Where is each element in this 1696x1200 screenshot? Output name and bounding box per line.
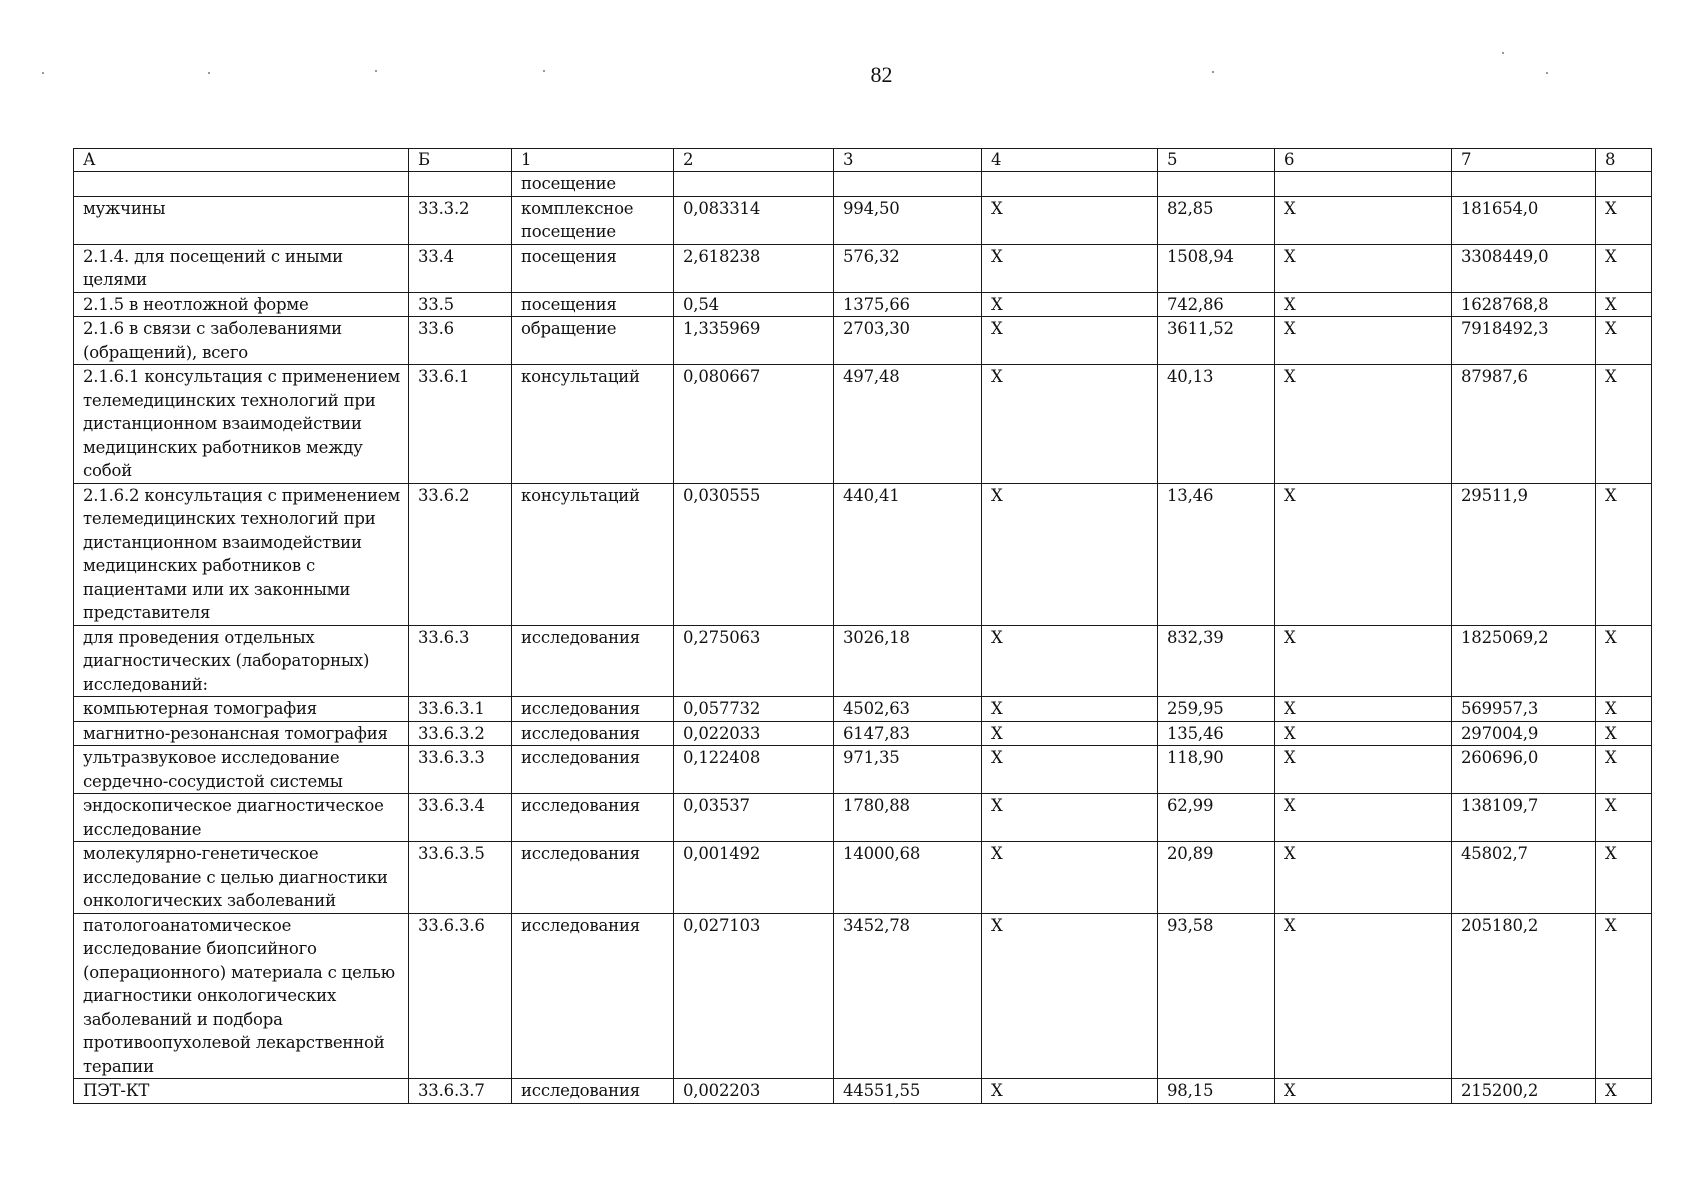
code-cell	[409, 172, 512, 197]
cost-cell: 3452,78	[834, 913, 982, 1079]
table-row	[74, 721, 1652, 746]
code-cell: 33.6	[409, 317, 512, 365]
col8-cell: Х	[1596, 244, 1652, 292]
col4-cell: Х	[982, 292, 1158, 317]
col5-cell: 20,89	[1158, 842, 1275, 914]
name-cell: 2.1.6.2 консультация с применением телемедицинских технологий при дистанционном взаимодействии медицинских работников с пациентами или их законными представителя	[74, 483, 409, 625]
name-cell: мужчины	[74, 196, 409, 244]
code-cell: 33.6.3	[409, 625, 512, 697]
norm-cell: 0,275063	[674, 625, 834, 697]
col8-cell: Х	[1596, 292, 1652, 317]
unit-cell: посещения	[512, 292, 674, 317]
col7-cell: 297004,9	[1452, 721, 1596, 746]
norm-cell: 0,001492	[674, 842, 834, 914]
header-cell: 3	[834, 149, 982, 172]
cost-cell: 576,32	[834, 244, 982, 292]
norm-cell	[674, 172, 834, 197]
table-row	[74, 317, 1652, 365]
page-number: 82	[870, 62, 893, 87]
header-cell: 7	[1452, 149, 1596, 172]
unit-cell: консультаций	[512, 483, 674, 625]
col5-cell: 135,46	[1158, 721, 1275, 746]
name-cell: патологоанатомическое исследование биопсийного (операционного) материала с целью диагностики онкологических заболеваний и подбора противоопухолевой лекарственной терапии	[74, 913, 409, 1079]
col5-cell: 118,90	[1158, 746, 1275, 794]
unit-cell: исследования	[512, 794, 674, 842]
table-row	[74, 1079, 1652, 1104]
table-row	[74, 697, 1652, 722]
col7-cell: 7918492,3	[1452, 317, 1596, 365]
name-cell	[74, 172, 409, 197]
col4-cell: Х	[982, 317, 1158, 365]
data-table	[73, 148, 1652, 1104]
col4-cell: Х	[982, 794, 1158, 842]
code-cell: 33.6.2	[409, 483, 512, 625]
unit-cell: исследования	[512, 697, 674, 722]
header-cell: Б	[409, 149, 512, 172]
unit-cell: исследования	[512, 842, 674, 914]
table-row	[74, 365, 1652, 484]
col8-cell: Х	[1596, 625, 1652, 697]
col8-cell: Х	[1596, 317, 1652, 365]
name-cell: магнитно-резонансная томография	[74, 721, 409, 746]
col7-cell: 569957,3	[1452, 697, 1596, 722]
col4-cell: Х	[982, 365, 1158, 484]
table-row	[74, 794, 1652, 842]
norm-cell: 0,002203	[674, 1079, 834, 1104]
table-row	[74, 483, 1652, 625]
col4-cell: Х	[982, 483, 1158, 625]
header-cell: 2	[674, 149, 834, 172]
norm-cell: 0,083314	[674, 196, 834, 244]
col8-cell: Х	[1596, 842, 1652, 914]
norm-cell: 0,122408	[674, 746, 834, 794]
col8-cell: Х	[1596, 746, 1652, 794]
unit-cell: консультаций	[512, 365, 674, 484]
norm-cell: 1,335969	[674, 317, 834, 365]
col6-cell: Х	[1275, 244, 1452, 292]
header-cell: 4	[982, 149, 1158, 172]
col7-cell: 138109,7	[1452, 794, 1596, 842]
unit-cell: исследования	[512, 625, 674, 697]
name-cell: компьютерная томография	[74, 697, 409, 722]
unit-cell: исследования	[512, 746, 674, 794]
cost-cell: 440,41	[834, 483, 982, 625]
code-cell: 33.6.1	[409, 365, 512, 484]
col7-cell: 45802,7	[1452, 842, 1596, 914]
scan-speck	[42, 72, 44, 74]
table-header-row	[74, 149, 1652, 172]
col4-cell: Х	[982, 196, 1158, 244]
code-cell: 33.6.3.7	[409, 1079, 512, 1104]
col8-cell: Х	[1596, 365, 1652, 484]
col7-cell: 260696,0	[1452, 746, 1596, 794]
col4-cell: Х	[982, 913, 1158, 1079]
code-cell: 33.6.3.6	[409, 913, 512, 1079]
cost-cell: 1375,66	[834, 292, 982, 317]
cost-cell: 4502,63	[834, 697, 982, 722]
header-cell: 5	[1158, 149, 1275, 172]
col5-cell: 259,95	[1158, 697, 1275, 722]
table-row	[74, 292, 1652, 317]
col8-cell: Х	[1596, 913, 1652, 1079]
col6-cell: Х	[1275, 292, 1452, 317]
unit-cell: комплексное посещение	[512, 196, 674, 244]
header-cell: 8	[1596, 149, 1652, 172]
col8-cell	[1596, 172, 1652, 197]
name-cell: 2.1.5 в неотложной форме	[74, 292, 409, 317]
table-row	[74, 625, 1652, 697]
header-cell: А	[74, 149, 409, 172]
name-cell: ультразвуковое исследование сердечно-сосудистой системы	[74, 746, 409, 794]
col5-cell	[1158, 172, 1275, 197]
col4-cell: Х	[982, 842, 1158, 914]
code-cell: 33.6.3.2	[409, 721, 512, 746]
unit-cell: обращение	[512, 317, 674, 365]
cost-cell: 2703,30	[834, 317, 982, 365]
code-cell: 33.6.3.1	[409, 697, 512, 722]
norm-cell: 0,027103	[674, 913, 834, 1079]
col7-cell: 1628768,8	[1452, 292, 1596, 317]
col8-cell: Х	[1596, 697, 1652, 722]
header-cell: 6	[1275, 149, 1452, 172]
col8-cell: Х	[1596, 721, 1652, 746]
col7-cell	[1452, 172, 1596, 197]
code-cell: 33.6.3.3	[409, 746, 512, 794]
cost-cell: 3026,18	[834, 625, 982, 697]
cost-cell: 14000,68	[834, 842, 982, 914]
col7-cell: 29511,9	[1452, 483, 1596, 625]
col5-cell: 93,58	[1158, 913, 1275, 1079]
col8-cell: Х	[1596, 794, 1652, 842]
cost-cell: 44551,55	[834, 1079, 982, 1104]
unit-cell: исследования	[512, 913, 674, 1079]
col6-cell: Х	[1275, 483, 1452, 625]
table-row	[74, 244, 1652, 292]
col5-cell: 98,15	[1158, 1079, 1275, 1104]
table-body	[74, 149, 1652, 1104]
header-cell: 1	[512, 149, 674, 172]
col7-cell: 215200,2	[1452, 1079, 1596, 1104]
norm-cell: 0,54	[674, 292, 834, 317]
col6-cell: Х	[1275, 746, 1452, 794]
col4-cell: Х	[982, 721, 1158, 746]
col6-cell	[1275, 172, 1452, 197]
code-cell: 33.3.2	[409, 196, 512, 244]
name-cell: эндоскопическое диагностическое исследование	[74, 794, 409, 842]
scan-speck	[1212, 71, 1214, 73]
scan-speck	[1546, 72, 1548, 74]
table-row	[74, 746, 1652, 794]
col6-cell: Х	[1275, 196, 1452, 244]
col4-cell: Х	[982, 244, 1158, 292]
unit-cell: посещения	[512, 244, 674, 292]
col5-cell: 62,99	[1158, 794, 1275, 842]
norm-cell: 0,030555	[674, 483, 834, 625]
col8-cell: Х	[1596, 1079, 1652, 1104]
col4-cell: Х	[982, 1079, 1158, 1104]
col6-cell: Х	[1275, 1079, 1452, 1104]
name-cell: 2.1.6.1 консультация с применением телемедицинских технологий при дистанционном взаимодействии медицинских работников между собой	[74, 365, 409, 484]
table-row	[74, 196, 1652, 244]
col6-cell: Х	[1275, 625, 1452, 697]
col6-cell: Х	[1275, 913, 1452, 1079]
col4-cell	[982, 172, 1158, 197]
norm-cell: 0,080667	[674, 365, 834, 484]
col5-cell: 82,85	[1158, 196, 1275, 244]
name-cell: 2.1.4. для посещений с иными целями	[74, 244, 409, 292]
col6-cell: Х	[1275, 721, 1452, 746]
name-cell: для проведения отдельных диагностических (лабораторных) исследований:	[74, 625, 409, 697]
col7-cell: 205180,2	[1452, 913, 1596, 1079]
col5-cell: 1508,94	[1158, 244, 1275, 292]
norm-cell: 2,618238	[674, 244, 834, 292]
col6-cell: Х	[1275, 842, 1452, 914]
code-cell: 33.4	[409, 244, 512, 292]
cost-cell: 994,50	[834, 196, 982, 244]
unit-cell: исследования	[512, 1079, 674, 1104]
name-cell: ПЭТ-КТ	[74, 1079, 409, 1104]
col5-cell: 742,86	[1158, 292, 1275, 317]
col8-cell: Х	[1596, 196, 1652, 244]
cost-cell: 971,35	[834, 746, 982, 794]
table-row	[74, 842, 1652, 914]
col5-cell: 13,46	[1158, 483, 1275, 625]
code-cell: 33.6.3.5	[409, 842, 512, 914]
col4-cell: Х	[982, 697, 1158, 722]
col5-cell: 40,13	[1158, 365, 1275, 484]
table-row	[74, 172, 1652, 197]
col6-cell: Х	[1275, 317, 1452, 365]
scan-speck	[375, 70, 377, 72]
scan-speck	[543, 70, 545, 72]
col6-cell: Х	[1275, 365, 1452, 484]
code-cell: 33.6.3.4	[409, 794, 512, 842]
scan-speck	[208, 72, 210, 74]
code-cell: 33.5	[409, 292, 512, 317]
name-cell: 2.1.6 в связи с заболеваниями (обращений), всего	[74, 317, 409, 365]
unit-cell: исследования	[512, 721, 674, 746]
col5-cell: 3611,52	[1158, 317, 1275, 365]
col5-cell: 832,39	[1158, 625, 1275, 697]
col7-cell: 181654,0	[1452, 196, 1596, 244]
unit-cell: посещение	[512, 172, 674, 197]
cost-cell: 497,48	[834, 365, 982, 484]
col4-cell: Х	[982, 625, 1158, 697]
col6-cell: Х	[1275, 794, 1452, 842]
col7-cell: 3308449,0	[1452, 244, 1596, 292]
cost-cell: 1780,88	[834, 794, 982, 842]
col8-cell: Х	[1596, 483, 1652, 625]
col6-cell: Х	[1275, 697, 1452, 722]
col4-cell: Х	[982, 746, 1158, 794]
col7-cell: 87987,6	[1452, 365, 1596, 484]
norm-cell: 0,022033	[674, 721, 834, 746]
norm-cell: 0,03537	[674, 794, 834, 842]
cost-cell	[834, 172, 982, 197]
name-cell: молекулярно-генетическое исследование с целью диагностики онкологических заболеваний	[74, 842, 409, 914]
norm-cell: 0,057732	[674, 697, 834, 722]
cost-cell: 6147,83	[834, 721, 982, 746]
col7-cell: 1825069,2	[1452, 625, 1596, 697]
table-row	[74, 913, 1652, 1079]
scan-speck	[1502, 52, 1504, 54]
